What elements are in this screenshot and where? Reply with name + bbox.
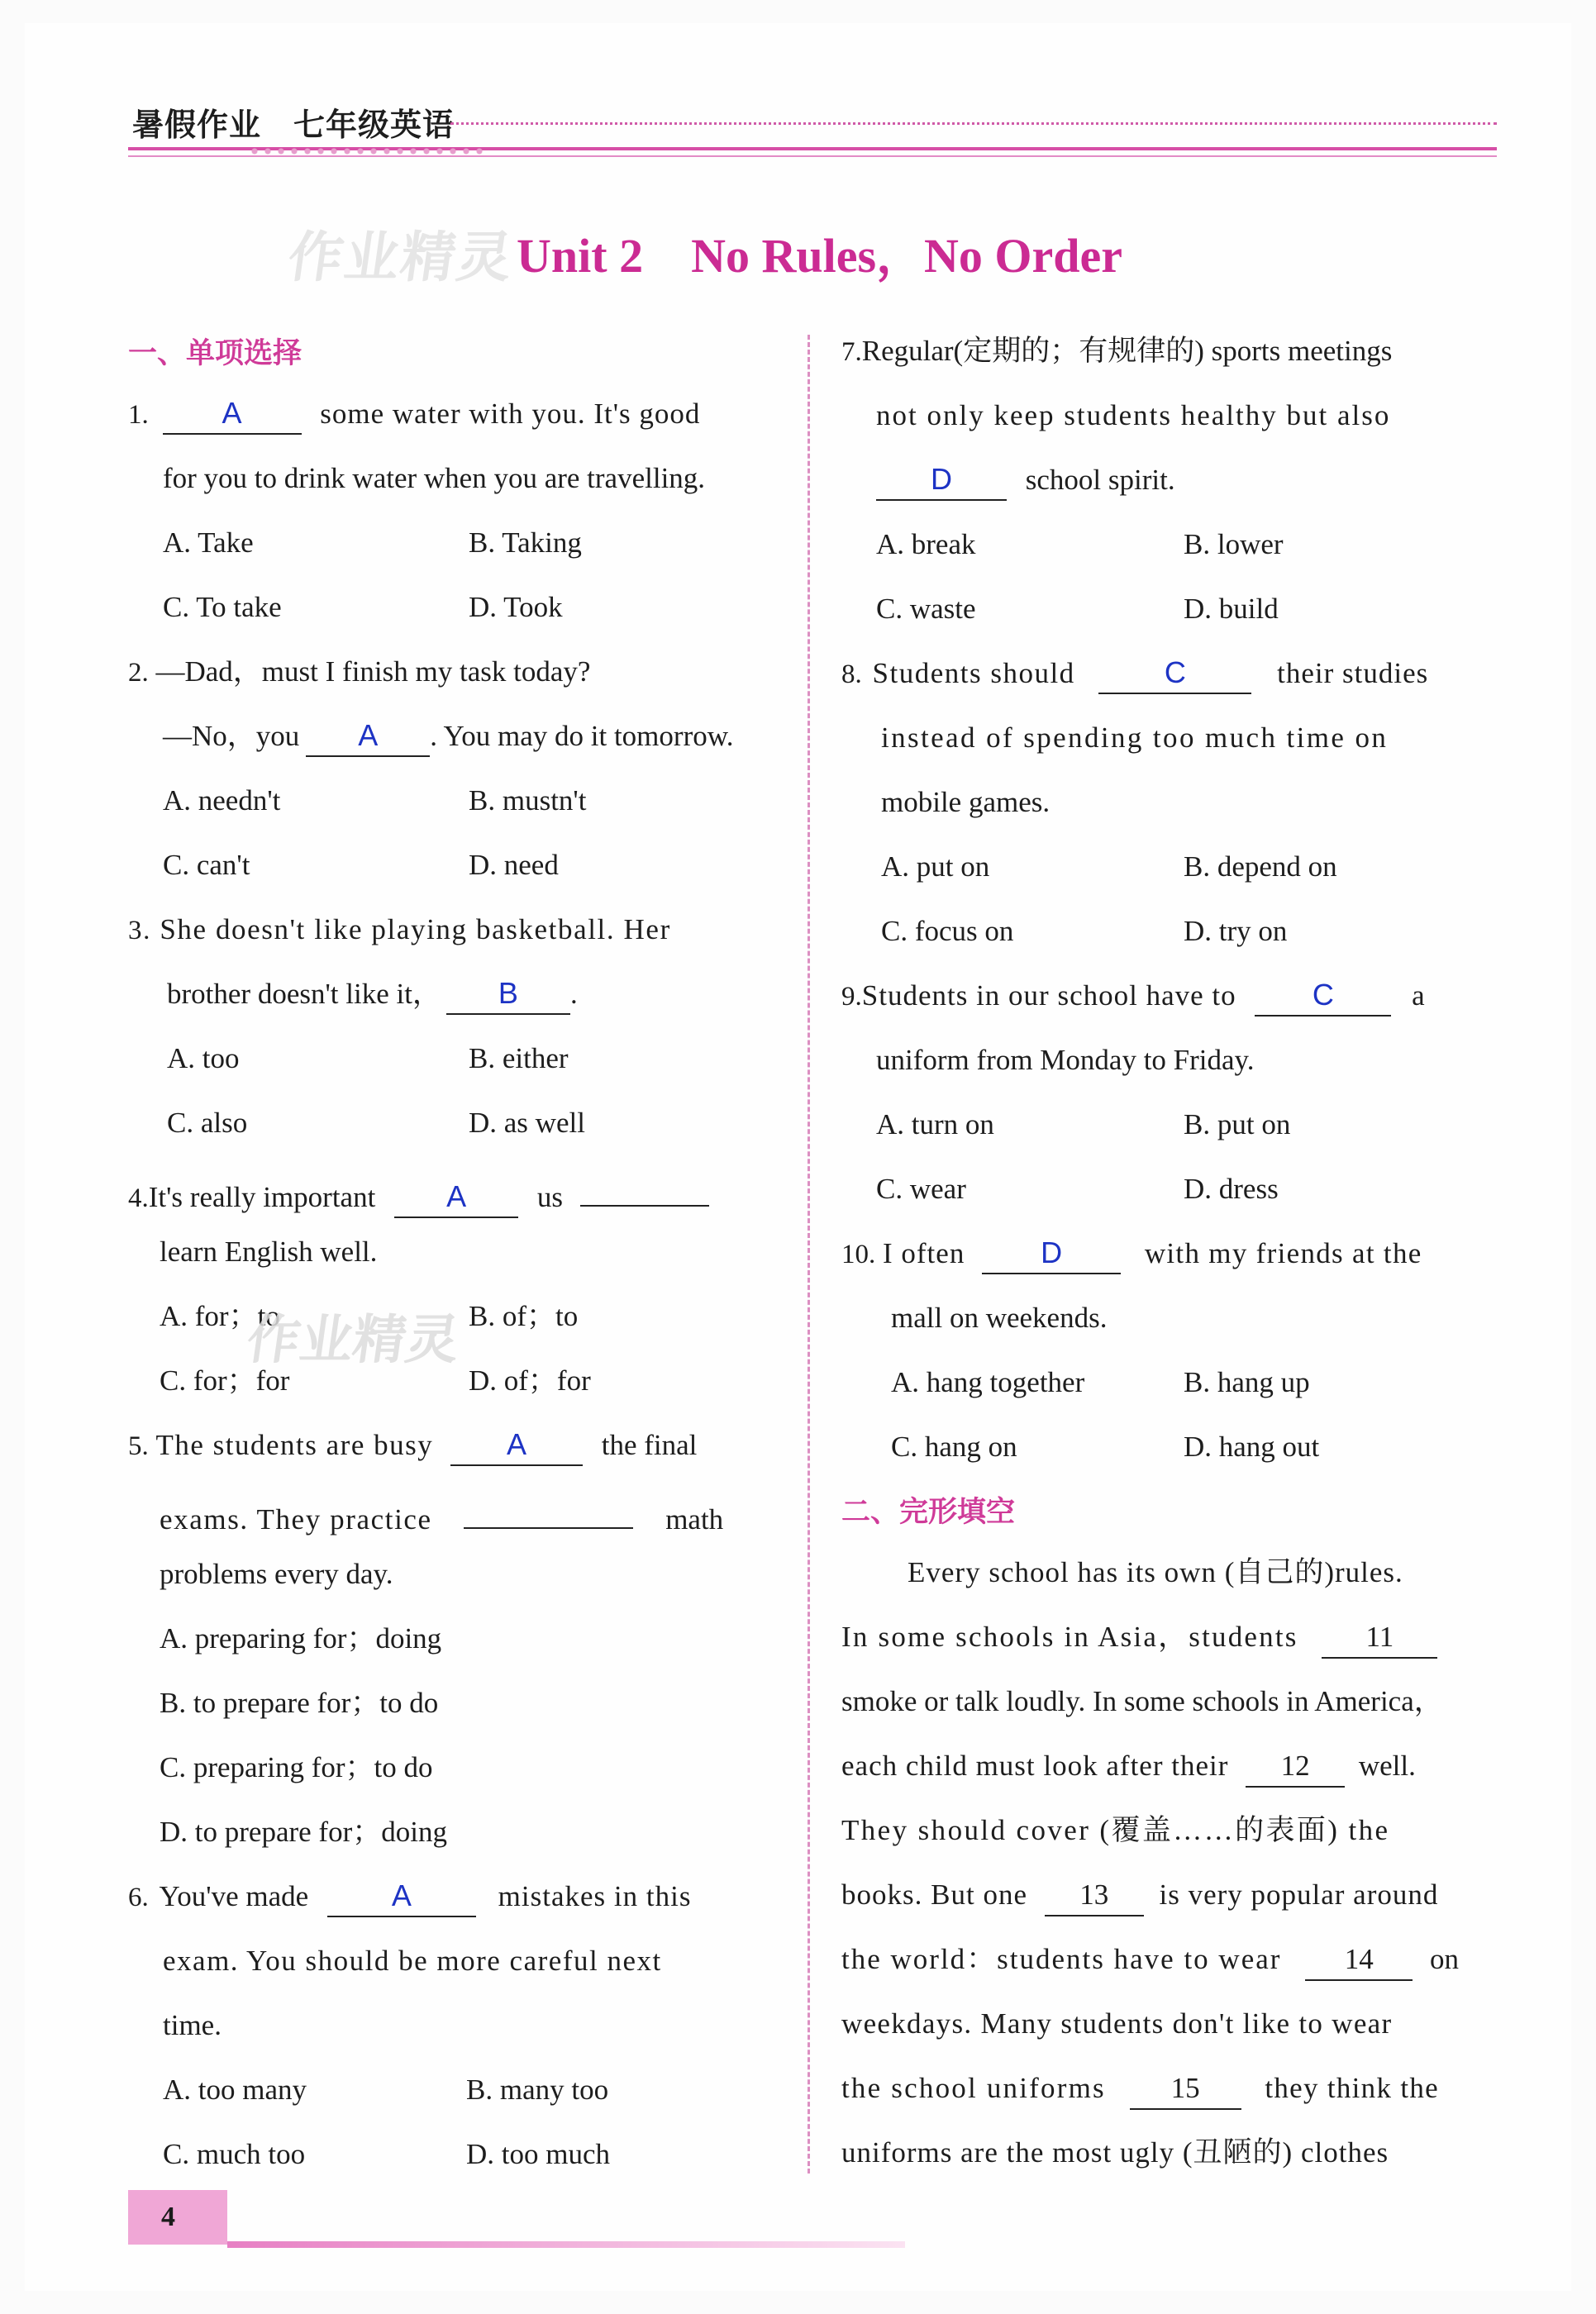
question-text: uniform from Monday to Friday. — [876, 1044, 1255, 1076]
cloze-line: the school uniforms 15 they think the — [841, 2069, 1439, 2110]
option-d: D. need — [469, 849, 559, 881]
option-a: A. too — [167, 1042, 240, 1074]
question-text: mobile games. — [881, 786, 1051, 818]
option-a: A. put on — [881, 850, 990, 883]
cloze-blank: 14 — [1305, 1943, 1413, 1981]
empty-blank — [464, 1491, 633, 1529]
cloze-line: books. But one 13 is very popular around — [841, 1876, 1438, 1916]
answer: C — [1164, 655, 1186, 689]
answer: A — [222, 396, 242, 430]
option-c: C. focus on — [881, 915, 1014, 947]
option-c: C. wear — [876, 1173, 966, 1205]
answer-blank — [982, 1236, 1121, 1274]
question-text: brother doesn't like it， B . — [167, 975, 578, 1015]
question-2: 2. —Dad，must I finish my task today? — [128, 655, 591, 688]
option-b: B. mustn't — [469, 784, 587, 817]
header-bead-ornament — [248, 145, 484, 157]
cloze-blank: 11 — [1322, 1621, 1437, 1659]
answer-blank — [876, 463, 1007, 501]
option-b: B. Taking — [469, 526, 582, 559]
cloze-line: Every school has its own (自己的)rules. — [908, 1556, 1403, 1588]
option-d: D. too much — [466, 2138, 611, 2170]
option-c: C. hang on — [891, 1431, 1017, 1463]
cloze-line: the world：students have to wear 14 on — [841, 1940, 1459, 1981]
cloze-line: weekdays. Many students don't like to wear — [841, 2007, 1393, 2040]
question-text: instead of spending too much time on — [881, 721, 1389, 754]
answer-blank — [394, 1180, 518, 1218]
option-d: D. of；for — [469, 1364, 591, 1397]
answer: A — [358, 718, 379, 752]
option-c: C. also — [167, 1107, 248, 1139]
column-divider — [808, 335, 810, 2174]
option-a: A. hang together — [891, 1366, 1085, 1398]
option-b: B. depend on — [1184, 850, 1337, 883]
option-c: C. preparing for；to do — [160, 1751, 433, 1783]
option-d: D. build — [1184, 593, 1279, 625]
option-c: C. To take — [163, 591, 282, 623]
question-text: exam. You should be more careful next — [163, 1945, 662, 1977]
answer: B — [498, 976, 518, 1010]
option-d: D. as well — [469, 1107, 585, 1139]
question-7: 7.Regular(定期的；有规律的) sports meetings — [841, 335, 1393, 367]
option-b: B. put on — [1184, 1108, 1291, 1140]
unit-title: Unit 2 No Rules，No Order — [517, 229, 1123, 283]
answer-blank — [306, 719, 430, 757]
option-a: A. for；to — [160, 1300, 280, 1332]
option-b: B. hang up — [1184, 1366, 1310, 1398]
question-9: 9.Students in our school have to C a — [841, 977, 1425, 1017]
answer: A — [391, 1878, 412, 1912]
cloze-line: each child must look after their 12 well. — [841, 1747, 1416, 1788]
cloze-blank: 15 — [1130, 2072, 1241, 2110]
answer-blank — [1255, 978, 1391, 1017]
question-3: 3. She doesn't like playing basketball. Her — [128, 913, 671, 945]
option-b: B. of；to — [469, 1300, 579, 1332]
header-title: 暑假作业 七年级英语 — [132, 107, 455, 143]
answer-blank — [1098, 656, 1251, 694]
question-text: for you to drink water when you are travelling. — [163, 462, 706, 494]
answer: D — [1041, 1236, 1063, 1269]
question-5: 5. The students are busy A the final — [128, 1426, 697, 1466]
question-text: time. — [163, 2009, 222, 2041]
answer: A — [506, 1427, 526, 1461]
option-b: B. lower — [1184, 528, 1284, 560]
cloze-line: In some schools in Asia，students 11 — [841, 1618, 1437, 1659]
question-1: 1. A some water with you. It's good — [128, 395, 700, 435]
question-text: learn English well. — [160, 1236, 378, 1268]
option-b: B. to prepare for；to do — [160, 1687, 439, 1719]
option-b: B. either — [469, 1042, 569, 1074]
cloze-line: uniforms are the most ugly (丑陋的) clothes — [841, 2136, 1389, 2169]
option-d: D. dress — [1184, 1173, 1279, 1205]
section-title-single-choice: 一、单项选择 — [128, 337, 303, 370]
option-c: C. for；for — [160, 1364, 290, 1397]
footer-bar — [227, 2241, 905, 2248]
answer-blank — [450, 1428, 583, 1466]
question-8: 8. Students should C their studies — [841, 655, 1428, 694]
option-d: D. Took — [469, 591, 563, 623]
answer: A — [446, 1179, 467, 1213]
cloze-line: smoke or talk loudly. In some schools in America， — [841, 1685, 1443, 1717]
header-dotted-line — [450, 122, 1497, 125]
answer-blank — [327, 1879, 476, 1917]
option-a: A. turn on — [876, 1108, 994, 1140]
question-text: not only keep students healthy but also — [876, 399, 1391, 431]
question-6: 6. You've made A mistakes in this — [128, 1878, 691, 1917]
option-d: D. to prepare for；doing — [160, 1816, 447, 1848]
option-a: A. preparing for；doing — [160, 1622, 442, 1655]
watermark-logo: 作业精灵 — [242, 1310, 464, 1371]
watermark-logo: 作业精灵 — [283, 226, 518, 289]
option-a: A. too many — [163, 2074, 307, 2106]
option-d: D. hang out — [1184, 1431, 1320, 1463]
cloze-blank: 13 — [1045, 1878, 1144, 1916]
option-c: C. waste — [876, 593, 976, 625]
question-4: 4.It's really important A us — [128, 1169, 709, 1218]
question-text: —No，you A . You may do it tomorrow. — [163, 717, 733, 757]
cloze-blank: 12 — [1246, 1750, 1345, 1788]
question-text: D school spirit. — [876, 461, 1175, 501]
option-c: C. can't — [163, 849, 250, 881]
question-text: mall on weekends. — [891, 1302, 1108, 1334]
answer: C — [1312, 978, 1334, 1012]
question-text: exams. They practice math — [160, 1491, 723, 1539]
empty-blank — [580, 1169, 709, 1207]
option-a: A. break — [876, 528, 976, 560]
question-10: 10. I often D with my friends at the — [841, 1235, 1422, 1274]
question-text: problems every day. — [160, 1558, 393, 1590]
section-title-cloze: 二、完形填空 — [841, 1496, 1016, 1529]
option-a: A. needn't — [163, 784, 281, 817]
cloze-line: They should cover (覆盖……的表面) the — [841, 1814, 1390, 1846]
answer: D — [931, 462, 952, 496]
option-a: A. Take — [163, 526, 254, 559]
option-c: C. much too — [163, 2138, 306, 2170]
option-b: B. many too — [466, 2074, 609, 2106]
option-d: D. try on — [1184, 915, 1288, 947]
page-number: 4 — [128, 2190, 227, 2245]
answer-blank — [446, 977, 570, 1015]
answer-blank — [163, 397, 302, 435]
